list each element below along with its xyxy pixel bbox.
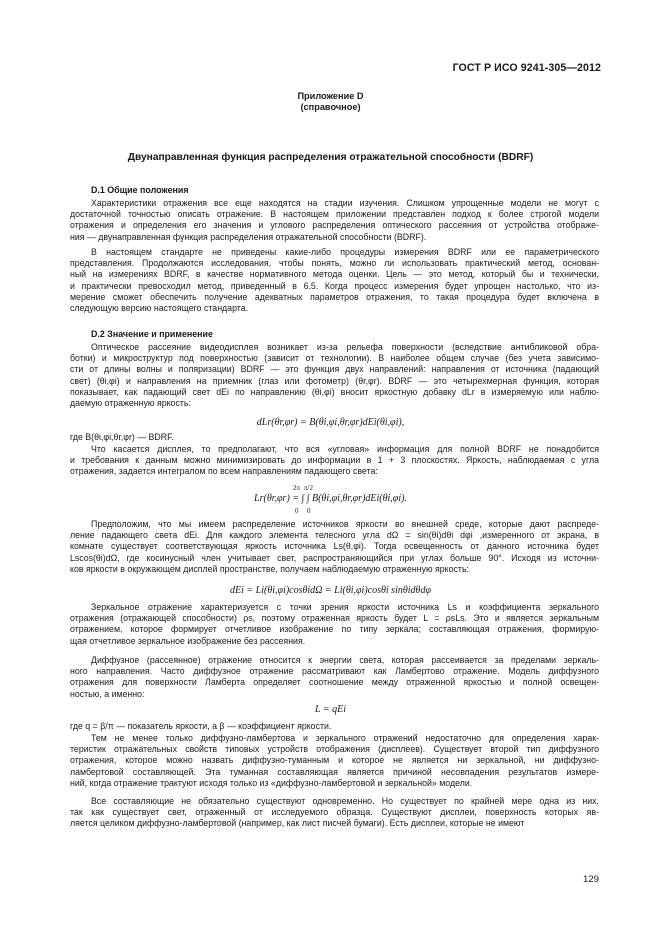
paragraph-line: отражения (отражающей способности) ρs, поэтому отраженная яркость будет L = ρsLs. Это и является зеркальным [70,613,599,624]
formula-lambert: L = qEi [314,704,346,715]
paragraph-line: представления. Продолжаются исследования, чтобы понять, можно ли использовать практический метод, основан- [70,258,599,269]
paragraph-line: В настоящем стандарте не приведены какие-либо процедуры измерения BDRF или ее параметрического [91,247,599,257]
paragraph-7 [70,655,599,700]
standard-code-header: ГОСТ Р ИСО 9241-305—2012 [452,62,601,74]
formula-lr-integral: Lr(θr,φr) = ∫ ∫ B(θi,φi,θr,φr)dEi(θi,φi). [254,493,407,504]
paragraph-line: отражения и определения его значения и углового распределения оптического рассеяния от устройства отображе- [70,220,599,231]
paragraph-line: свет) (θi,φi) и направления на приемник (глаз или фотометр) (θr,φr). BDRF — это четырехмерная функция, которая [70,375,599,386]
paragraph-line: ный на измерениях BDRF, в качестве нормативного метода оценки. Цель — это метод, который бы и технически, [70,269,599,280]
formula-dlr-where: где B(θi,φi,θr,φr) — BDRF. [70,432,174,442]
paragraph-3 [70,342,599,409]
paragraph-1 [70,198,599,243]
paragraph-line: отражения для поверхности Ламберта определяет соотношение между отраженной яркостью и полной освещен- [70,677,599,688]
paragraph-line: ний, когда отражение трактуют исходя только из «диффузно-ламбертовой и зеркальной» модели. [70,777,473,788]
paragraph-line: ляется целиком диффузно-ламбертовой (например, как лист писчей бумаги). Есть дисплеи, которые не имеют [70,818,525,829]
paragraph-line: отражения, задается интегралом по всем направлениям падающего света: [70,466,378,477]
paragraph-line: мерение сможет обеспечить получение адекватных параметров отражения, то такая процедура будет включена в [70,291,599,302]
paragraph-5 [70,519,599,575]
paragraph-line: ностью, а именно: [70,688,145,699]
paragraph-9 [70,796,599,830]
appendix-title: Двунаправленная функция распределения отражательной способности (BDRF) [127,152,534,163]
integral-limit-outer-top: 2π [293,484,301,492]
paragraph-line: ков яркости в окружающем дисплей пространстве, получаем наблюдаемую отраженную яркость: [70,563,469,574]
paragraph-line: достаточной точностью описать отражение. В настоящем приложении представлен подход к более строгой модели [70,209,599,220]
integral-limit-inner-top: π/2 [304,484,313,492]
paragraph-line: ление падающего света dEi. Для каждого элемента телесного угла dΩ = sin(θi)dθi dφi ,измеренного от экрана, в [70,530,599,541]
paragraph-line: так как существует свет, отраженный от исследуемого образца. Существуют дисплеи, поверхность которых яв- [70,807,599,818]
paragraph-line: щая отчетливое зеркальное изображение без рассеяния. [70,635,306,646]
section-heading-d2: D.2 Значение и применение [91,329,213,339]
paragraph-line: Предположим, что мы имеем распределение источников яркости во внешней среде, которые дают распреде- [91,519,599,529]
page-number: 129 [582,874,599,885]
integral-limit-inner-bottom: 0 [307,507,311,515]
paragraph-line: теристик отражательных свойств типовых устройств отображения (дисплеев). Существует второй тип диффузного [70,744,599,755]
paragraph-line: показывает, как падающий свет dEi по направлению (θi,φi) вносит яркостную добавку dLr в измеряемую или наблю- [70,386,599,397]
paragraph-line: Зеркальное отражение характеризуется с точки зрения яркости источника Ls и коэффициента зеркального [91,602,599,612]
paragraph-line: и требования к данным можно минимизировать до информации в 1 + 3 плоскостях. Яркость, наблюдаемая с угла [70,455,599,466]
formula-dei: dEi = Li(θi,φi)cosθidΩ = Li(θi,φi)cosθi sinθidθdφ [230,585,431,596]
paragraph-line: Диффузное (рассеянное) отражение относится к энергии света, которая рассеивается за пределами зеркаль- [91,655,599,665]
paragraph-line: отражения, которое можно назвать диффузно-туманным и которое не является ни зеркальной, ни диффузно- [70,755,599,766]
paragraph-line: следующую версию настоящего стандарта. [70,303,249,314]
paragraph-line: Характеристики отражения все еще находятся на стадии изучения. Слишком упрощенные модели не могут с [91,198,599,208]
paragraph-line: и практически превосходил метод, приведенный в 6.5. Когда процесс измерения будет упрощен настолько, что из- [70,280,599,291]
paragraph-line: комнате существует соответствующая яркость источника Ls(θ,φi). Тогда освещенность от данного источника будет [70,541,599,552]
paragraph-line: ламбертовой составляющей. Эта туманная составляющая является причиной несовпадения результатов измере- [70,766,599,777]
paragraph-line: ния — двунаправленная функция распределения отражательной способности (BDRF). [70,231,427,242]
paragraph-line: Lscos(θi)dΩ, где косинусный член учитывает свет, распространяющийся при углах больше 90°. Исходя из источни- [70,552,599,563]
paragraph-line: Тем не менее только диффузно-ламбертова и зеркального отражений недостаточно для определения харак- [91,733,599,743]
paragraph-line: Оптическое рассеяние видеодисплея возникает из-за рельефа поверхности (вследствие антибликовой обра- [91,342,599,352]
paragraph-2 [70,247,599,314]
formula-lambert-where: где q = β/π — показатель яркости, а β — коэффициент яркости. [70,721,332,731]
paragraph-line: даемую отраженную яркость: [70,398,191,409]
paragraph-line: Что касается дисплея, то предполагают, что вся «угловая» информация для полной BDRF не понадобится [91,444,599,454]
paragraph-line: ного направления. Часто диффузное отражение рассматривают как Ламбертово отражение. Модель диффузного [70,666,599,677]
paragraph-line: сти от длины волны и поляризации) BDRF — это функция двух направлений: направления от источника (падающий [70,364,599,375]
paragraph-4 [70,444,599,478]
appendix-label: Приложение D [297,91,364,101]
formula-dlr: dLr(θr,φr) = B(θi,φi,θr,φr)dEi(θi,φi), [256,417,405,428]
paragraph-8 [70,733,599,789]
paragraph-6 [70,602,599,647]
paragraph-line: Все составляющие не обязательно существуют одновременно. Но существует по крайней мере одна из них, [91,796,599,806]
section-heading-d1: D.1 Общие положения [91,185,189,195]
paragraph-line: отражением, которое формирует отчетливое изображение по типу зеркала; составляющая отражения, формирую- [70,624,599,635]
appendix-type: (справочное) [300,102,361,112]
integral-limit-outer-bottom: 0 [295,507,299,515]
paragraph-line: ботки) и микроструктур под поверхностью (зависит от технологии). В наиболее общем случае (без учета зависимо- [70,353,599,364]
